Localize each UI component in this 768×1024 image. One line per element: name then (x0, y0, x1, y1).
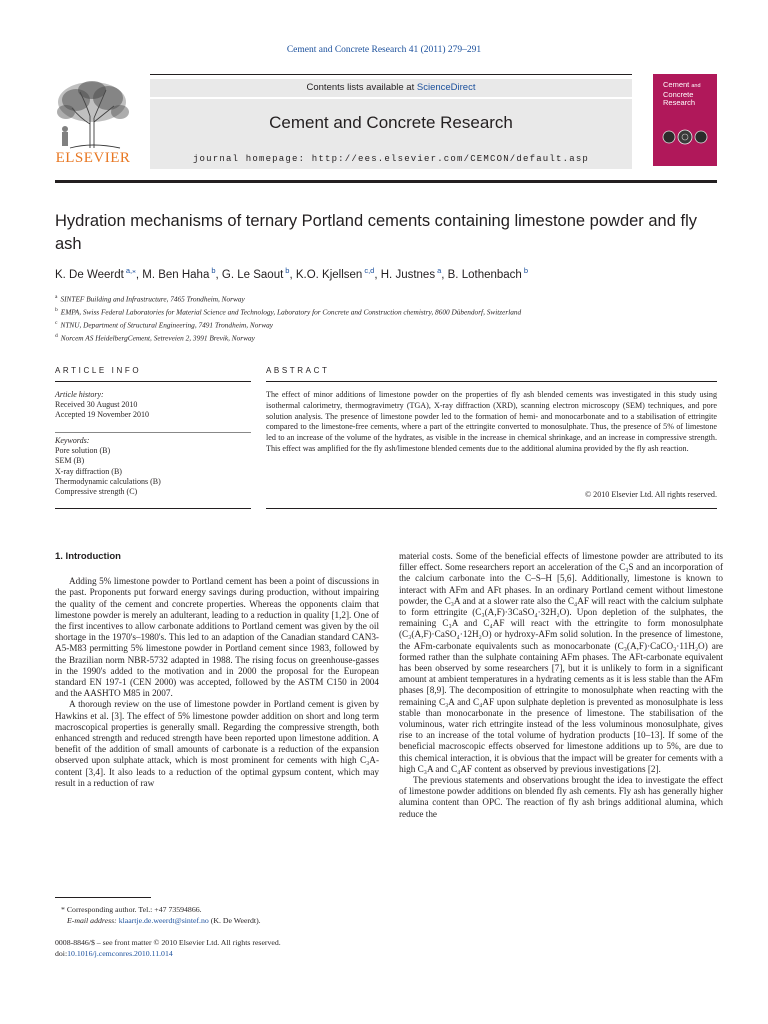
author-name[interactable]: K. De Weerdt (55, 268, 124, 281)
author-separator: , (374, 268, 381, 281)
issn-block (55, 938, 379, 959)
abstract-text: The effect of minor additions of limestone powder on the properties of fly ash blended cements was investigated in this study using isothermal calorimetry, thermogravimetry (TGA), X-ray diffraction (XRD), scanning electron microscopy (SEM) techniques, and pore solution analysis. The presence of limestone powder led to the formation of hemi- and monocarbonate and to a stabilisation of ettringite compared to the limestone-free cements, where a part of the ettringite converted to monosulphate. Thus, the presence of 5% of limestone led to an increase of the volume of the hydrates, as visible in the increase in chemical shrinkage, and an increase in compressive strength. This effect was amplified for the fly ash/limestone blended cements due to the additional alumina provided by the fly ash reaction. (266, 390, 717, 453)
doi-link[interactable]: 10.1016/j.cemconres.2010.11.014 (67, 948, 173, 958)
affiliation (55, 305, 717, 318)
history-label: Article history: (55, 390, 104, 399)
affiliation (55, 318, 717, 331)
author-affiliation-marker[interactable]: a,⁎ (125, 266, 136, 275)
article-info-heading: ARTICLE INFO (55, 366, 142, 375)
abstract-heading: ABSTRACT (266, 366, 330, 375)
keyword: Thermodynamic calculations (B) (55, 476, 161, 486)
author-affiliation-marker[interactable]: a (437, 266, 442, 275)
affiliation-marker: b (55, 307, 58, 314)
abstract-top-rule (266, 381, 717, 382)
author-separator: , (441, 268, 448, 281)
cover-title-and: and (691, 83, 701, 89)
cover-title-word-2: Concrete (663, 89, 694, 99)
info-top-rule (55, 381, 251, 382)
email-link[interactable]: klaartje.de.weerdt@sintef.no (118, 915, 209, 925)
issn-line: 0008-8846/$ – see front matter © 2010 Elsevier Ltd. All rights reserved. (55, 938, 281, 947)
journal-reference[interactable]: Cement and Concrete Research 41 (2011) 279–291 (286, 45, 482, 55)
contents-label: Contents lists available at (306, 82, 417, 93)
received-date: Received 30 August 2010 (55, 400, 138, 410)
author-list (55, 266, 717, 281)
section-heading-introduction: 1. Introduction (55, 551, 121, 562)
header-divider (55, 180, 717, 183)
cover-rings-icon (661, 124, 709, 150)
affiliation-marker: c (55, 320, 58, 327)
author-separator: , (289, 268, 296, 281)
article-history (55, 390, 251, 421)
affiliation-marker: d (55, 333, 58, 340)
cover-title-word-3: Research (663, 98, 696, 107)
affiliation (55, 292, 717, 305)
body-paragraph: material costs. Some of the beneficial effects of limestone powder are attributed to its filler effect. Some researchers report an acceleration of the C₃S and an incorporation of the calcium carbonate into the C–S–H [5,6]. Additionally, limestone is known to interact with AFm and AFt phases. In an ordinary Portland cement without limestone powder, the C₃A and at a slower rate also the C₄AF will react with the calcium sulphate to form ettringite (C₃(A,F)·3CaSO₄·32H₂O). Upon depletion of the sulphates, the remaining C₃A and C₄AF will react with the ettringite to form monosulphate (C₃(A,F)·CaSO₄·12H₂O) or hydroxy-AFm solid solution. In the presence of limestone, the AFm-carbonate equivalents such as monocarbonate (C₃(A,F)·CaCO₃·11H₂O) are formed rather than the sulphate containing AFm phases. The AFt-carbonate equivalent has been observed by some researchers [7], but it is unlikely to form in a significant amount at ambient temperatures in a hydrating cements as it is less stable than the AFm phases [8,9]. The decomposition of ettringite to monosulphate when reacting with the remaining C₃A and C₄AF upon sulphate depletion is prevented as monosulphate is less stable than monocarbonate in the presence of limestone. The stabilisation of the voluminous, water rich ettringite instead of the less voluminous monosulphate, gives rise to an increase of the total volume of hydration products [10–13]. If some of the beneficial macroscopic effects observed for limestone additions up to 5%, are due to this chemical interaction, it is obvious that the impact will be greater for cements with a high C₃A and C₄AF content as observed by previous investigations [2]. (399, 551, 723, 774)
author-name[interactable]: B. Lothenbach (447, 268, 522, 281)
author-name[interactable]: H. Justnes (380, 268, 436, 281)
keyword: Pore solution (B) (55, 446, 111, 456)
keyword: SEM (B) (55, 456, 85, 466)
journal-banner (150, 99, 632, 169)
author-separator: , (135, 268, 143, 281)
author-name[interactable]: M. Ben Haha (142, 268, 210, 281)
abstract-copyright: © 2010 Elsevier Ltd. All rights reserved. (584, 490, 717, 499)
contents-bar (150, 79, 632, 97)
journal-header (150, 74, 632, 169)
elsevier-wordmark: ELSEVIER (55, 150, 131, 166)
author-separator: , (215, 268, 222, 281)
affiliation-text: NTNU, Department of Structural Engineering, 7491 Trondheim, Norway (60, 320, 274, 330)
email-label: E-mail address: (67, 915, 119, 925)
keywords (55, 436, 251, 497)
author-name[interactable]: K.O. Kjellsen (295, 268, 363, 281)
elsevier-tree-icon (50, 78, 136, 150)
keyword: X-ray diffraction (B) (55, 466, 122, 476)
cover-title-word-1: Cement (663, 80, 690, 89)
keyword: Compressive strength (C) (55, 487, 138, 497)
article-title: Hydration mechanisms of ternary Portland cements containing limestone powder and fly ash (55, 212, 697, 253)
info-bottom-rule (55, 508, 251, 509)
accepted-date: Accepted 19 November 2010 (55, 410, 149, 420)
author-affiliation-marker[interactable]: c,d (364, 266, 375, 275)
sciencedirect-link[interactable]: ScienceDirect (416, 82, 476, 93)
keywords-label: Keywords: (55, 436, 90, 445)
affiliation-text: EMPA, Swiss Federal Laboratories for Material Science and Technology, Laboratory for Concrete and Construction chemistry, 8600 Dübendorf, Switzerland (60, 307, 522, 317)
corresponding-footnote (55, 905, 379, 926)
affiliation-text: Norcem AS HeidelbergCement, Setreveien 2, 3991 Brevik, Norway (60, 333, 255, 343)
affiliation (55, 331, 717, 344)
homepage-label: journal homepage: (192, 154, 312, 164)
body-paragraph: Adding 5% limestone powder to Portland cement has been a point of discussions in the past. Proponents put forward energy savings during production, without impairing the quality of the cement and concrete properties. Whereas the opponents claim that limestone powder is merely an adulterant, leading to a reduction in quality [1,2]. One of the first incentives to allow carbonate additions to Portland cement was given by the oil shortage in the 1970's–1980's. This led to an adaption of the Canadian standard CAN3-A5-M83 permitting 5% limestone powder in Portland cement since 1983, followed by the Brazilian norm NBR-5732 adapted in 1988. The rising focus on greenhouse-gasses in the 1990's added to the motivation and in 2000 the proposal for the European standard EN 197-1 (CEN 2000) was accepted, followed by the ASTM C150 in 2004 and the AASHTO M85 in 2007. (55, 576, 379, 699)
doi-line (55, 949, 379, 960)
email-line (55, 916, 379, 927)
abstract-bottom-rule (266, 508, 717, 509)
body-column-left (55, 551, 379, 789)
body-paragraph: The previous statements and observations brought the idea to investigate the effect of limestone powder additions on blended fly ash cements. Fly ash has generally higher alumina content than OPC. The reaction of fly ash brings additional alumina, which reduce the (399, 775, 723, 819)
footnote-rule (55, 897, 151, 898)
doi-label: doi: (55, 948, 68, 958)
elsevier-logo (50, 78, 136, 168)
author-affiliation-marker[interactable]: b (285, 266, 290, 275)
author-affiliation-marker[interactable]: b (211, 266, 216, 275)
body-paragraph: A thorough review on the use of limestone powder in Portland cement is given by Hawkins et al. [3]. The effect of 5% limestone powder addition on short and long term macroscopical properties is generally small. Regarding the compressive strength, both enhanced strength and reduced strength have been reported upon limestone addition. A benefit of the addition of small amounts of carbonate is a reduction of the expansion observed upon sulphate attack, which is most prominent for cements with high C₃A-content [3,4]. It also leads to a reduction of the optimal gypsum content, which may result in a reduction of raw (55, 699, 379, 788)
affiliation-marker: a (55, 294, 58, 300)
cover-title (663, 81, 701, 108)
corresponding-author: * Corresponding author. Tel.: +47 73594866. (61, 905, 202, 914)
affiliations (55, 292, 717, 344)
email-suffix: (K. De Weerdt). (208, 915, 261, 925)
homepage-link[interactable]: http://ees.elsevier.com/CEMCON/default.asp (311, 154, 590, 164)
journal-name: Cement and Concrete Research (269, 113, 513, 132)
journal-cover[interactable] (653, 74, 717, 166)
journal-homepage (150, 154, 632, 164)
info-divider (55, 432, 251, 433)
affiliation-text: SINTEF Building and Infrastructure, 7465 Trondheim, Norway (60, 294, 245, 304)
author-name[interactable]: G. Le Saout (221, 268, 284, 281)
author-affiliation-marker[interactable]: b (523, 266, 528, 275)
body-column-right (399, 551, 723, 820)
